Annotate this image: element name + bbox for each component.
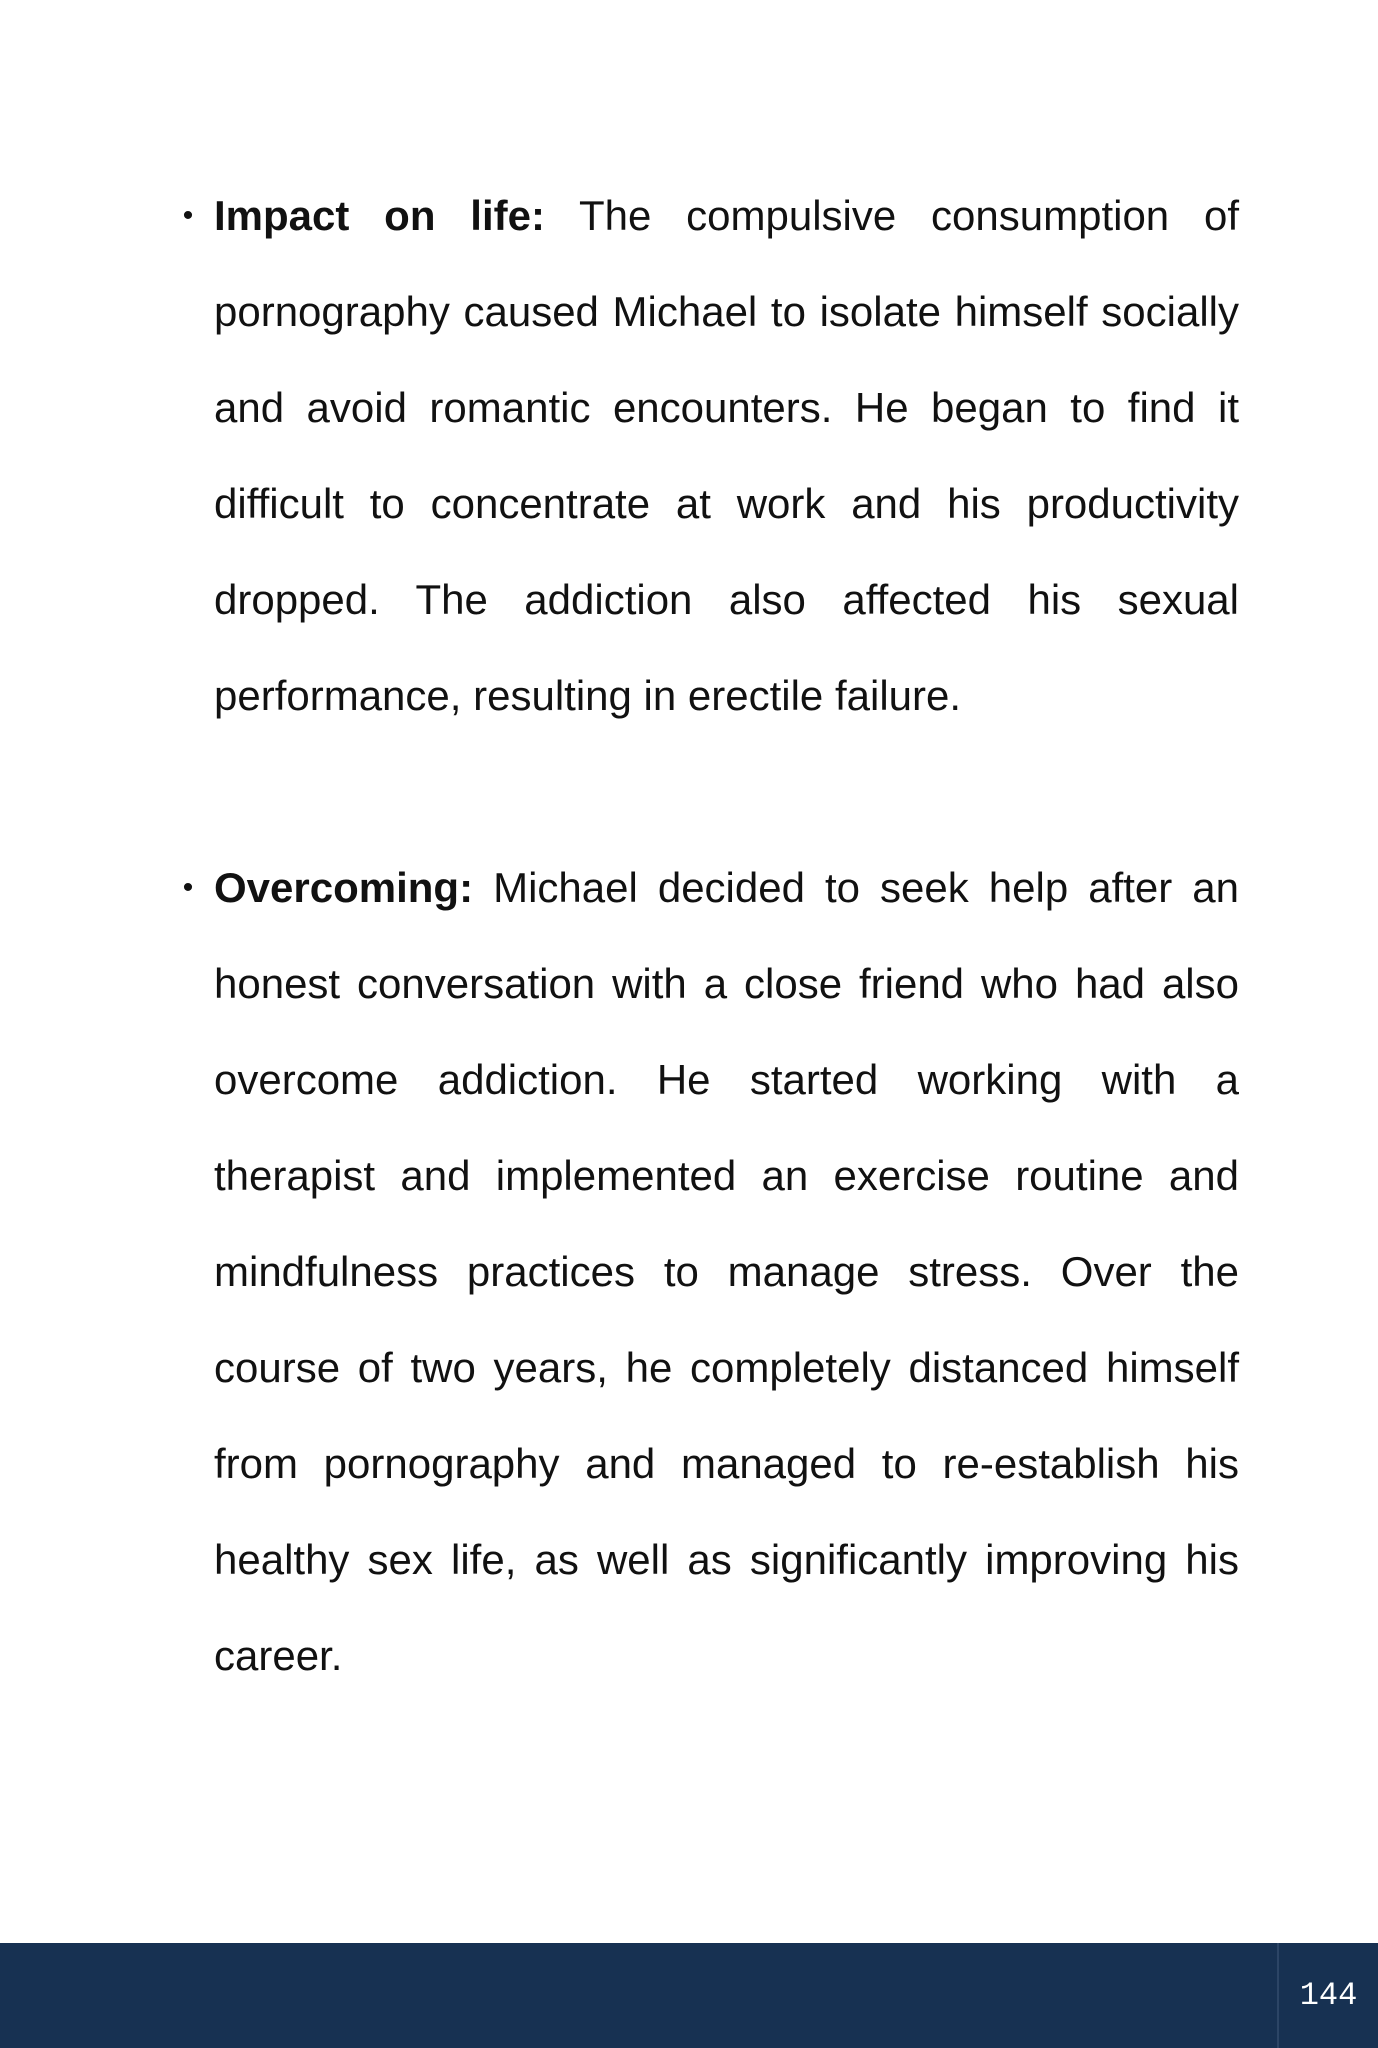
page-number: 144 — [1299, 1977, 1358, 2014]
document-body — [0, 168, 1378, 1704]
bullet-item-overcoming — [182, 840, 1239, 1704]
bullet-term: Impact on life: — [214, 192, 545, 239]
bullet-item-impact-on-life — [182, 168, 1239, 744]
bullet-icon: • — [182, 871, 194, 904]
bullet-icon: • — [182, 199, 194, 232]
bullet-text: Michael decided to seek help after an honest conversation with a close friend who had also overcome addiction. He started working with a therapist and implemented an exercise routine and mindfulness practices to manage stress. Over the course of two years, he completely distanced himself from pornography and managed to re-establish his healthy sex life, as well as significantly improving his career. — [214, 864, 1239, 1679]
page-footer — [0, 1943, 1378, 2048]
bullet-text: The compulsive consumption of pornography caused Michael to isolate himself socially and avoid romantic encounters. He began to find it difficult to concentrate at work and his productivity dropped. The addiction also affected his sexual performance, resulting in erectile failure. — [214, 192, 1239, 719]
bullet-term: Overcoming: — [214, 864, 474, 911]
